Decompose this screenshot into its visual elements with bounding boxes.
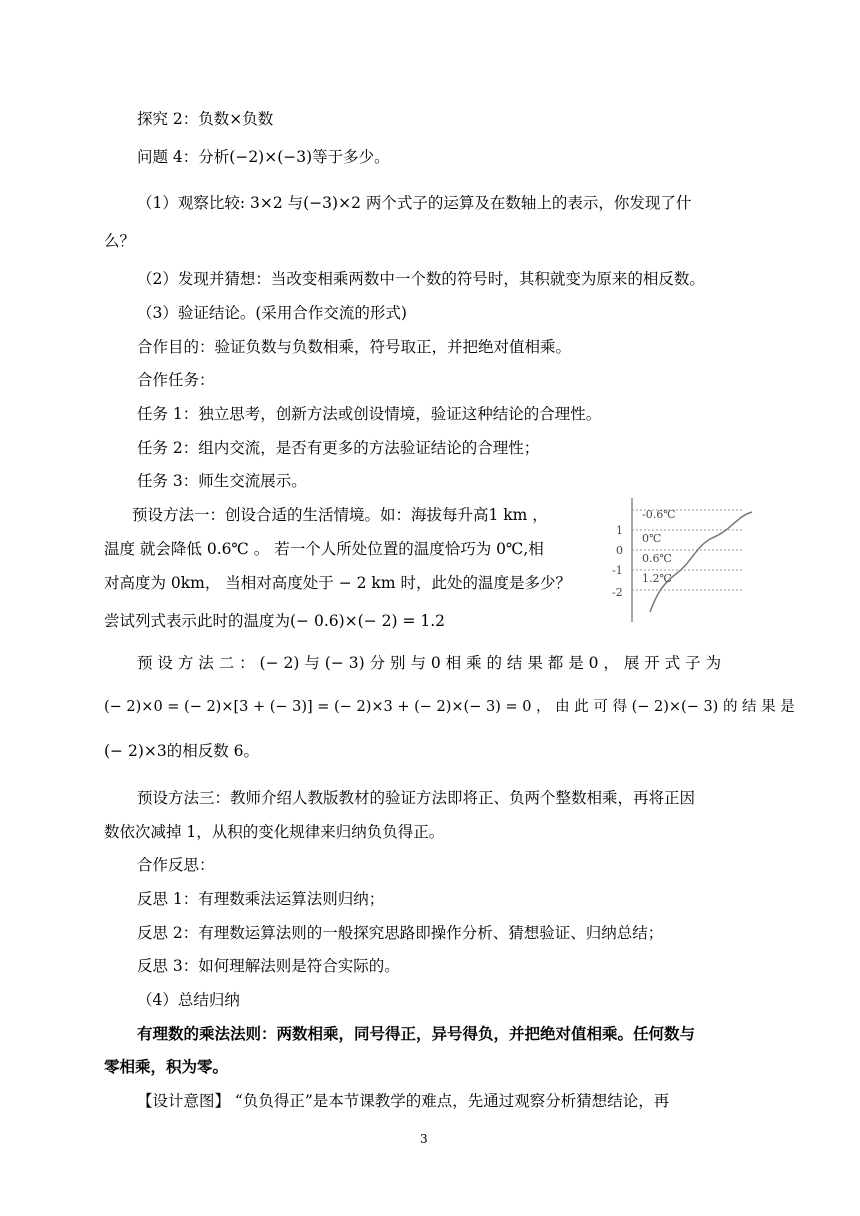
- text-line: 任务 3：师生交流展示。: [137, 472, 307, 490]
- text-line: 预 设 方 法 二 ： (− 2) 与 (− 3) 分 别 与 0 相 乘 的 结 果 都 是 0 ， 展 开 式 子 为: [137, 654, 722, 672]
- text-line: 合作目的：验证负数与负数相乘，符号取正，并把绝对值相乘。: [137, 338, 572, 356]
- temperature-label: -0.6℃: [642, 508, 676, 521]
- page-number: 3: [420, 1132, 428, 1146]
- text-line: （4）总结归纳: [137, 991, 240, 1009]
- text-line: 对高度为 0km， 当相对高度处于 − 2 km 时，此处的温度是多少？: [104, 574, 571, 592]
- text-line: 任务 1：独立思考，创新方法或创设情境，验证这种结论的合理性。: [137, 405, 602, 423]
- axis-label: -2: [612, 586, 623, 599]
- text-line: 尝试列式表示此时的温度为(− 0.6)×(− 2) = 1.2: [104, 612, 446, 630]
- text-line: 么？: [104, 232, 136, 250]
- text-line: （1）观察比较: 3×2 与(−3)×2 两个式子的运算及在数轴上的表示，你发现了什: [137, 194, 692, 212]
- text-line: 反思 2：有理数运算法则的一般探究思路即操作分析、猜想验证、归纳总结；: [137, 924, 664, 942]
- text-line: 探究 2：负数×负数: [137, 110, 274, 128]
- text-line: 零相乘，积为零。: [104, 1058, 229, 1076]
- text-line: 反思 1：有理数乘法运算法则归纳；: [137, 890, 385, 908]
- axis-label: -1: [612, 564, 623, 577]
- temperature-label: 0℃: [642, 532, 662, 545]
- temperature-altitude-diagram: [604, 496, 754, 624]
- text-line: 【设计意图】 “负负得正”是本节课教学的难点，先通过观察分析猜想结论，再: [137, 1092, 670, 1110]
- temperature-label: 1.2℃: [642, 572, 672, 585]
- text-line: 问题 4：分析(−2)×(−3)等于多少。: [137, 148, 390, 166]
- text-line: 合作任务：: [137, 371, 215, 389]
- text-line: 任务 2：组内交流，是否有更多的方法验证结论的合理性；: [137, 439, 540, 457]
- text-line: 反思 3：如何理解法则是符合实际的。: [137, 957, 400, 975]
- text-line: 预设方法一：创设合适的生活情境。如：海拔每升高1 km ，: [132, 506, 548, 524]
- text-line: （2）发现并猜想：当改变相乘两数中一个数的符号时，其积就变为原来的相反数。: [137, 270, 705, 288]
- axis-label: 0: [616, 544, 623, 557]
- text-line: 预设方法三：教师介绍人教版教材的验证方法即将正、负两个整数相乘，再将正因: [137, 789, 696, 807]
- axis-label: 1: [616, 524, 623, 537]
- text-line: （3）验证结论。(采用合作交流的形式): [137, 304, 407, 322]
- temperature-label: 0.6℃: [642, 552, 672, 565]
- text-line: (− 2)×0 = (− 2)×[3 + (− 3)] = (− 2)×3 + (− 2)×(− 3) = 0 ， 由 此 可 得 (− 2)×(− 3) 的 结 果 是: [104, 699, 795, 715]
- text-line: 有理数的乘法法则：两数相乘，同号得正，异号得负，并把绝对值相乘。任何数与: [137, 1025, 696, 1043]
- text-line: (− 2)×3的相反数 6。: [104, 742, 260, 760]
- text-line: 温度 就会降低 0.6℃ 。 若一个人所处位置的温度恰巧为 0℃,相: [104, 540, 544, 558]
- text-line: 合作反思：: [137, 856, 215, 874]
- text-line: 数依次减掉 1，从积的变化规律来归纳负负得正。: [104, 823, 445, 841]
